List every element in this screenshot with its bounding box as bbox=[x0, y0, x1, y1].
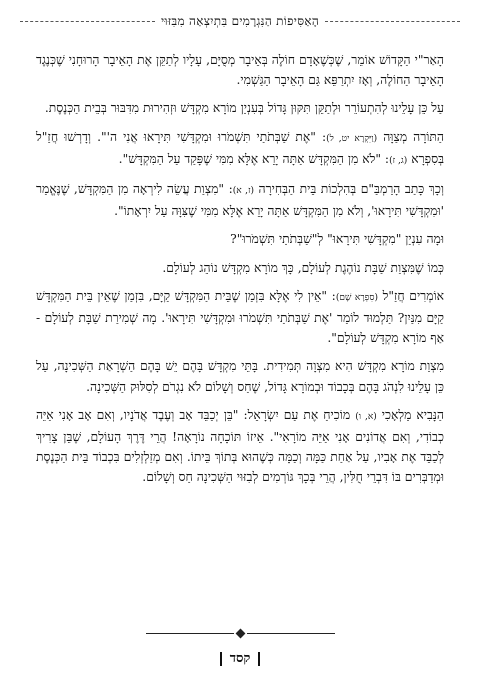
paragraph-4-text-a: וְכָךְ כָּתַב הָרַמְבַּ"ם בְּהִלְכוֹת בֵּית הַבְּחִירָה bbox=[254, 182, 445, 197]
header-rule-right bbox=[325, 21, 460, 22]
paragraph-9-text-a: הַנָּבִיא מַלְאָכִי bbox=[376, 407, 445, 422]
paragraph-8 bbox=[36, 356, 444, 396]
ornament-line-left bbox=[146, 633, 234, 634]
paragraph-5 bbox=[36, 229, 444, 249]
paragraph-2 bbox=[36, 98, 444, 118]
paragraph-3-text-b: : "אֶת שַׁבְּתֹתַי תִּשְׁמֹרוּ וּמִקְדָּשִׁי תִּירָאוּ אֲנִי ה'". וְדָרְשׁוּ חֲזַ"ל בְּסִפְרָא bbox=[36, 129, 444, 166]
page-number-bar-right bbox=[258, 652, 260, 666]
page-number-text: קסד bbox=[229, 651, 251, 666]
paragraph-4 bbox=[36, 179, 444, 221]
paragraph-7-text-a: אוֹמְרִים חֲזַ"ל bbox=[378, 288, 445, 303]
paragraph-6-text: כְּמוֹ שֶׁמִּצְוַת שַׁבָּת נוֹהֶגֶת לְעוֹלָם, כָּךְ מוֹרָא מִקְדָּשׁ נוֹהֵג לְעוֹלָם. bbox=[162, 260, 444, 275]
paragraph-7 bbox=[36, 286, 444, 349]
paragraph-2-text: עַל כֵּן עָלֵינוּ לְהִתְעוֹרֵר וּלְתַקֵּן תִּקּוּן גָּדוֹל בְּעִנְיַן מוֹרָא מִקְדָּשׁ וּזְהִירוּת מִדִּבּוּר בְּבֵית הַכְּנֶסֶת. bbox=[44, 101, 444, 116]
header-rule-left bbox=[20, 21, 155, 22]
paragraph-9-source: (א, ו) bbox=[355, 411, 377, 422]
paragraph-3 bbox=[36, 127, 444, 171]
paragraph-9 bbox=[36, 405, 444, 488]
ornament-diamond bbox=[235, 628, 245, 638]
paragraph-1-text: הָאַר"י הַקָּדוֹשׁ אוֹמֵר, שֶׁכְּשֶׁאָדָם חוֹלֶה בְּאֵיבָר מְסֻיָּם, עָלָיו לְתַקֵּן אֶת הָאֵיבָר הָרוּחָנִי שֶׁכְּנֶגֶד הָאֵיבָר הַחוֹלֶה, וְאָז יִתְרַפֵּא גַּם הָאֵיבָר הַגַּשְׁמִי. bbox=[36, 53, 444, 88]
paragraph-8-text: מִצְוַת מוֹרָא מִקְדָּשׁ הִיא מִצְוָה תְּמִידִית. בָּתֵּי מִקְדָּשׁ בָּהֶם יֵשׁ בָּהֶם הַשְׁרָאַת הַשְּׁכִינָה, עַל כֵּן עָלֵינוּ לִנְהֹג בָּהֶם בְּכָבוֹד וּבְמוֹרָא גָּדוֹל, שֶׁחַס וְשָׁלוֹם לֹא נִגְרֹם לְסִלּוּק הַשְּׁכִינָה. bbox=[36, 359, 444, 394]
body-text bbox=[36, 50, 444, 496]
paragraph-1 bbox=[36, 50, 444, 90]
paragraph-9-text-b: מוֹכִיחַ אֶת עַם יִשְׂרָאֵל: "בֵּן יְכַבֵּד אָב וְעֶבֶד אֲדֹנָיו, וְאִם אָב אָנִי אַיֵּה כְבוֹדִי, וְאִם אֲדוֹנִים אָנִי אַיֵּה מוֹרָאִי". אֵיזוֹ תּוֹכָחָה נוֹרָאָה! הֲרֵי דֶּרֶךְ הָעוֹלָם, שֶׁבֵּן צָרִיךְ לְכַבֵּד אֶת אָבִיו, עַל אַחַת כַּמָּה וְכַמָּה כְּשֶׁהוּא בְּתוֹךְ בֵּיתוֹ. וְאִם מְזַלְזְלִים בִּכְבוֹד בֵּית הַכְּנֶסֶת וּמְדַבְּרִים בּוֹ דִּבְרֵי חֻלִּין, הֲרֵי בְּכָךְ גּוֹרְמִים לְבִזּוּי הַשְּׁכִינָה חַס וְשָׁלוֹם. bbox=[36, 407, 444, 485]
paragraph-3-text-a: הַתּוֹרָה מְצַוָּה bbox=[377, 129, 444, 144]
paragraph-3-text-c: : "לֹא מִן הַמִּקְדָּשׁ אַתָּה יָרֵא אֶלָּא מִמִּי שֶׁפָּקַד עַל הַמִּקְדָּשׁ". bbox=[118, 151, 390, 166]
page-number bbox=[0, 650, 480, 666]
ornament-line-right bbox=[247, 633, 335, 634]
paragraph-6 bbox=[36, 258, 444, 278]
paragraph-3-source-2: (ג, ז) bbox=[389, 155, 408, 166]
paragraph-4-text-b: : "מִצְוַת עֲשֵׂה לִירְאָה מִן הַמִּקְדָּשׁ, שֶׁנֶּאֱמַר 'וּמִקְדָּשִׁי תִּירָאוּ', וְלֹא מִן הַמִּקְדָּשׁ אַתָּה יָרֵא אֶלָּא מִמִּי שֶׁצִּוָּה עַל יִרְאָתוֹ". bbox=[36, 182, 444, 219]
running-header bbox=[20, 10, 460, 32]
paragraph-4-source: (ז, א) bbox=[232, 186, 254, 197]
section-ornament bbox=[0, 627, 480, 639]
paragraph-7-text-b: : "אֵין לִי אֶלָּא בִּזְמַן שֶׁבֵּית הַמִּקְדָּשׁ קַיָּם, בִּזְמַן שֶׁאֵין בֵּית הַמִּקְדָּשׁ קַיָּם מִנַּיִן? תַּלְמוּד לוֹמַר 'אֶת שַׁבְּתֹתַי תִּשְׁמֹרוּ וּמִקְדָּשִׁי תִּירָאוּ'. מָה שְׁמִירַת שַׁבָּת לְעוֹלָם - אַף מוֹרָא מִקְדָּשׁ לְעוֹלָם". bbox=[36, 288, 444, 346]
paragraph-3-source-1: (וַיִּקְרָא יט, ל) bbox=[326, 133, 378, 144]
paragraph-7-source: (סִפְרָא שָׁם) bbox=[335, 292, 379, 303]
paragraph-5-text: וּמָה עִנְיַן "מִקְדָּשִׁי תִּירָאוּ" לְ"שַׁבְּתֹתַי תִּשְׁמֹרוּ"? bbox=[230, 232, 444, 247]
header-title: הָאַסִּיפוֹת הַנִּגְרָמִים בִּתְיִצְאַה מִבִּזּוּי bbox=[160, 13, 320, 28]
page-number-bar-left bbox=[220, 652, 222, 666]
